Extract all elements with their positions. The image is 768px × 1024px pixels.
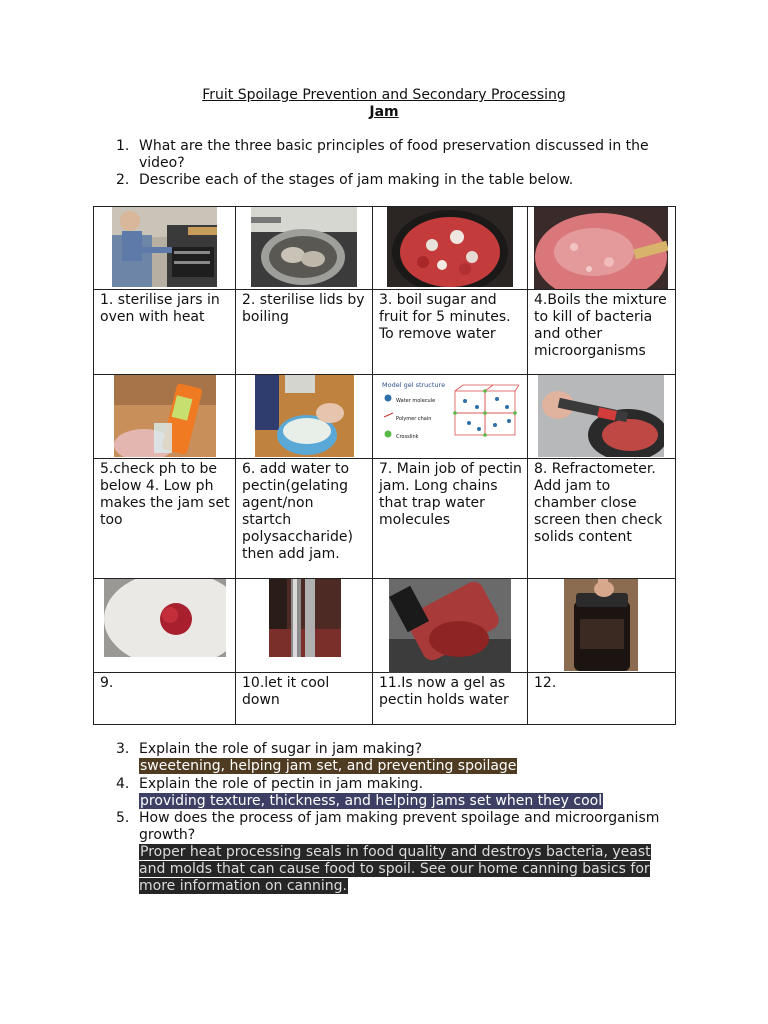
stage-8-label: 8. Refractometer. Add jam to chamber close screen then check solids content: [528, 459, 676, 579]
document-subtitle: Jam: [369, 104, 399, 120]
sealed-jar-photo: [564, 579, 638, 671]
pot-strawberries-photo: [387, 207, 513, 287]
stage-5-image-cell: [94, 375, 236, 459]
question-1-text: What are the three basic principles of food preservation discussed in the video?: [139, 138, 649, 171]
stage-6-label: 6. add water to pectin(gelating agent/non startch polysaccharide) then add jam.: [236, 459, 373, 579]
stage-3-image-cell: [373, 207, 528, 290]
answer-5-text: Proper heat processing seals in food quality and destroys bacteria, yeast and molds that can cause food to spoil. See our home canning basics for more information on canning.: [139, 844, 651, 894]
stage-4-label: 4.Boils the mixture to kill of bacteria and other microorganisms: [528, 290, 676, 375]
jar-pouring-photo: [389, 579, 511, 673]
pan-lids-photo: [251, 207, 357, 287]
stage-1-image-cell: [94, 207, 236, 290]
stage-11-label: 11.Is now a gel as pectin holds water: [373, 673, 528, 725]
question-5-text: How does the process of jam making prevent spoilage and microorganism growth?: [139, 810, 660, 843]
legend-crosslink-label: Crosslink: [396, 434, 419, 440]
question-3-block: [139, 741, 684, 775]
question-number: 5.: [116, 810, 130, 826]
stage-9-image-cell: [94, 579, 236, 673]
thermometer-photo: [269, 579, 341, 657]
question-4-text: Explain the role of pectin in jam making.: [139, 776, 424, 792]
question-number: 3.: [116, 741, 130, 757]
stage-12-label: 12.: [528, 673, 676, 725]
stage-10-label: 10.let it cool down: [236, 673, 373, 725]
pectin-bowl-photo: [255, 375, 354, 457]
question-number: 4.: [116, 776, 130, 792]
answer-3-text: sweetening, helping jam set, and preventing spoilage: [140, 758, 517, 774]
stage-4-image-cell: [528, 207, 676, 290]
stage-3-label: 3. boil sugar and fruit for 5 minutes. To remove water: [373, 290, 528, 375]
jam-plate-photo: [104, 579, 226, 657]
stage-10-image-cell: [236, 579, 373, 673]
jam-stages-table: [93, 206, 676, 725]
legend-polymer-label: Polymer chain: [396, 416, 432, 422]
stage-5-label: 5.check ph to be below 4. Low ph makes the jam set too: [94, 459, 236, 579]
boiling-jam-photo: [534, 207, 668, 289]
refractometer-photo: [538, 375, 664, 457]
stage-1-label: 1. sterilise jars in oven with heat: [94, 290, 236, 375]
stage-7-image-cell: [373, 375, 528, 459]
stage-8-image-cell: [528, 375, 676, 459]
question-2-text: Describe each of the stages of jam making in the table below.: [139, 172, 574, 188]
stage-2-label: 2. sterilise lids by boiling: [236, 290, 373, 375]
stage-12-image-cell: [528, 579, 676, 673]
question-number: 1.: [116, 138, 130, 154]
ph-meter-photo: [114, 375, 216, 457]
question-5-block: [139, 810, 679, 895]
stage-7-label: 7. Main job of pectin jam. Long chains that trap water molecules: [373, 459, 528, 579]
stage-2-image-cell: [236, 207, 373, 290]
legend-water-label: Water molecule: [396, 398, 436, 404]
answer-4-text: providing texture, thickness, and helping jams set when they cool: [140, 793, 603, 809]
document-title: Fruit Spoilage Prevention and Secondary Processing: [202, 87, 566, 103]
question-number: 2.: [116, 172, 130, 188]
gel-structure-diagram: [379, 377, 521, 447]
gel-diagram-title: Model gel structure: [382, 381, 446, 389]
question-4-block: [139, 776, 684, 810]
stage-6-image-cell: [236, 375, 373, 459]
oven-jars-photo: [112, 207, 217, 287]
question-3-text: Explain the role of sugar in jam making?: [139, 741, 423, 757]
stage-9-label: 9.: [94, 673, 236, 725]
stage-11-image-cell: [373, 579, 528, 673]
